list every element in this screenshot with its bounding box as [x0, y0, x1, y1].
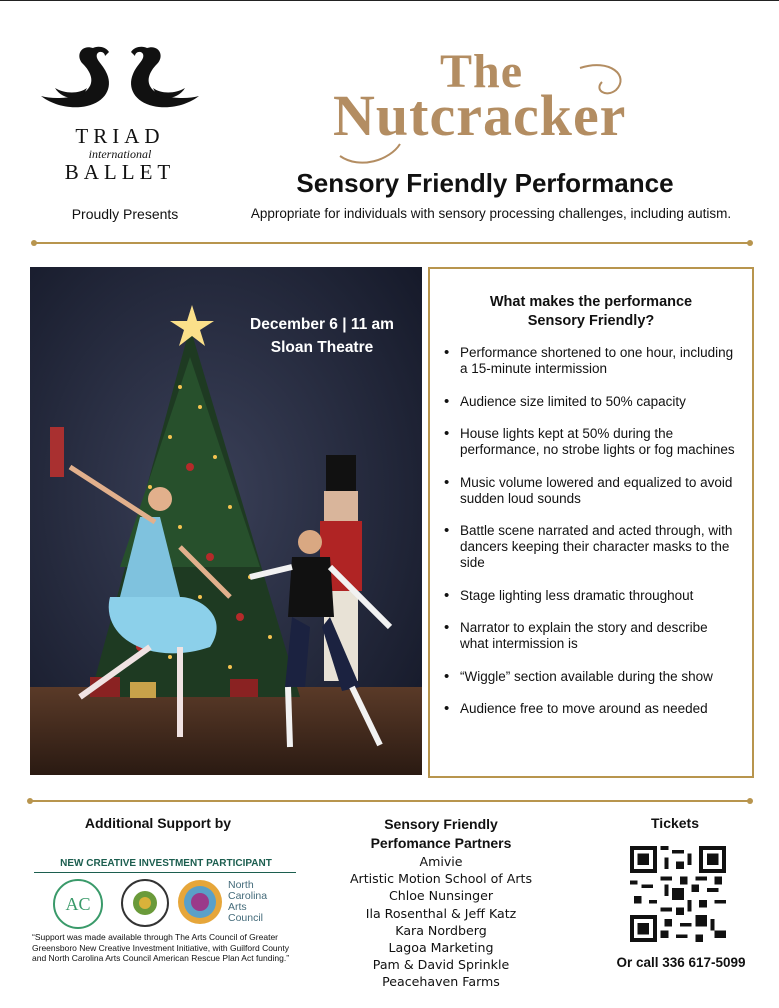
nci-underline	[34, 872, 296, 873]
performance-photo	[30, 267, 422, 775]
partners-heading-line1: Sensory Friendly	[384, 816, 498, 832]
logo-triad-text: TRIAD	[75, 124, 165, 148]
call-phone-number[interactable]: Or call 336 617-5099	[616, 955, 746, 970]
proudly-presents: Proudly Presents	[71, 206, 179, 222]
top-border	[0, 0, 779, 1]
support-heading: Additional Support by	[84, 815, 232, 831]
ncac-line1: North	[228, 879, 254, 891]
logo-ballet-text: BALLET	[64, 160, 176, 184]
list-item: Ila Rosenthal & Jeff Katz	[365, 905, 517, 921]
list-item: Pam & David Sprinkle	[372, 957, 510, 973]
list-item: Peacehaven Farms	[382, 974, 500, 990]
list-item: Chloe Nunsinger	[388, 888, 494, 904]
swans-icon	[35, 40, 205, 120]
tickets-qr-code[interactable]	[630, 846, 726, 942]
list-item: • Performance shortened to one hour, including a 15-minute intermission	[444, 345, 738, 377]
title-the: The	[440, 45, 524, 98]
event-venue: Sloan Theatre	[270, 339, 374, 356]
list-item: Amivie	[419, 854, 463, 869]
list-item: • Narrator to explain the story and describe what intermission is	[444, 620, 738, 652]
sensory-list	[444, 345, 738, 717]
partners-heading	[330, 815, 552, 853]
arts-council-greensboro-logo	[52, 878, 104, 930]
title-nutcracker: Nutcracker	[333, 83, 627, 148]
list-item: • Stage lighting less dramatic throughout	[444, 588, 738, 604]
header-divider	[34, 242, 750, 244]
tagline: Appropriate for individuals with sensory processing challenges, including autism.	[250, 206, 732, 221]
list-item: • Battle scene narrated and acted through, with dancers keeping their character masks to the side	[444, 523, 738, 571]
sensory-heading-line1: What makes the performance	[489, 294, 693, 310]
ncac-line3: Arts	[228, 901, 247, 913]
nc-arts-council-text	[228, 880, 267, 924]
support-note: “Support was made available through The Arts Council of Greater Greensboro New Creative Investment Initiative, with Guilford County and North Carolina Arts Council American Rescue Plan Act funding.”	[32, 932, 290, 963]
list-item: • Audience free to move around as needed	[444, 701, 738, 717]
footer-divider	[30, 800, 750, 802]
list-item: • House lights kept at 50% during the performance, no strobe lights or fog machines	[444, 426, 738, 458]
nci-program-label: NEW CREATIVE INVESTMENT PARTICIPANT	[60, 858, 272, 869]
partners-heading-line2: Perfomance Partners	[370, 835, 512, 851]
svg-text:AC: AC	[65, 894, 91, 914]
list-item: • “Wiggle” section available during the show	[444, 669, 738, 685]
tickets-heading: Tickets	[651, 815, 699, 831]
sensory-friendly-box	[428, 267, 754, 778]
ncac-line4: Council	[228, 912, 264, 924]
list-item: • Audience size limited to 50% capacity	[444, 394, 738, 410]
nc-arts-council-logo	[176, 878, 224, 926]
sensory-heading	[444, 293, 738, 331]
list-item: Artistic Motion School of Arts	[349, 871, 533, 887]
subtitle: Sensory Friendly Performance	[296, 168, 674, 198]
event-details	[242, 313, 402, 359]
ncac-line2: Carolina	[228, 890, 268, 902]
list-item: • Music volume lowered and equalized to avoid sudden loud sounds	[444, 475, 738, 507]
logo-international-text: international	[88, 147, 152, 161]
partners-list	[330, 853, 552, 991]
triad-ballet-logo	[30, 40, 210, 230]
event-date-time: December 6 | 11 am	[250, 316, 394, 333]
list-item: Kara Nordberg	[395, 922, 487, 938]
guilford-county-seal	[120, 878, 170, 928]
list-item: Lagoa Marketing	[388, 940, 494, 956]
sensory-heading-line2: Sensory Friendly?	[527, 313, 655, 329]
